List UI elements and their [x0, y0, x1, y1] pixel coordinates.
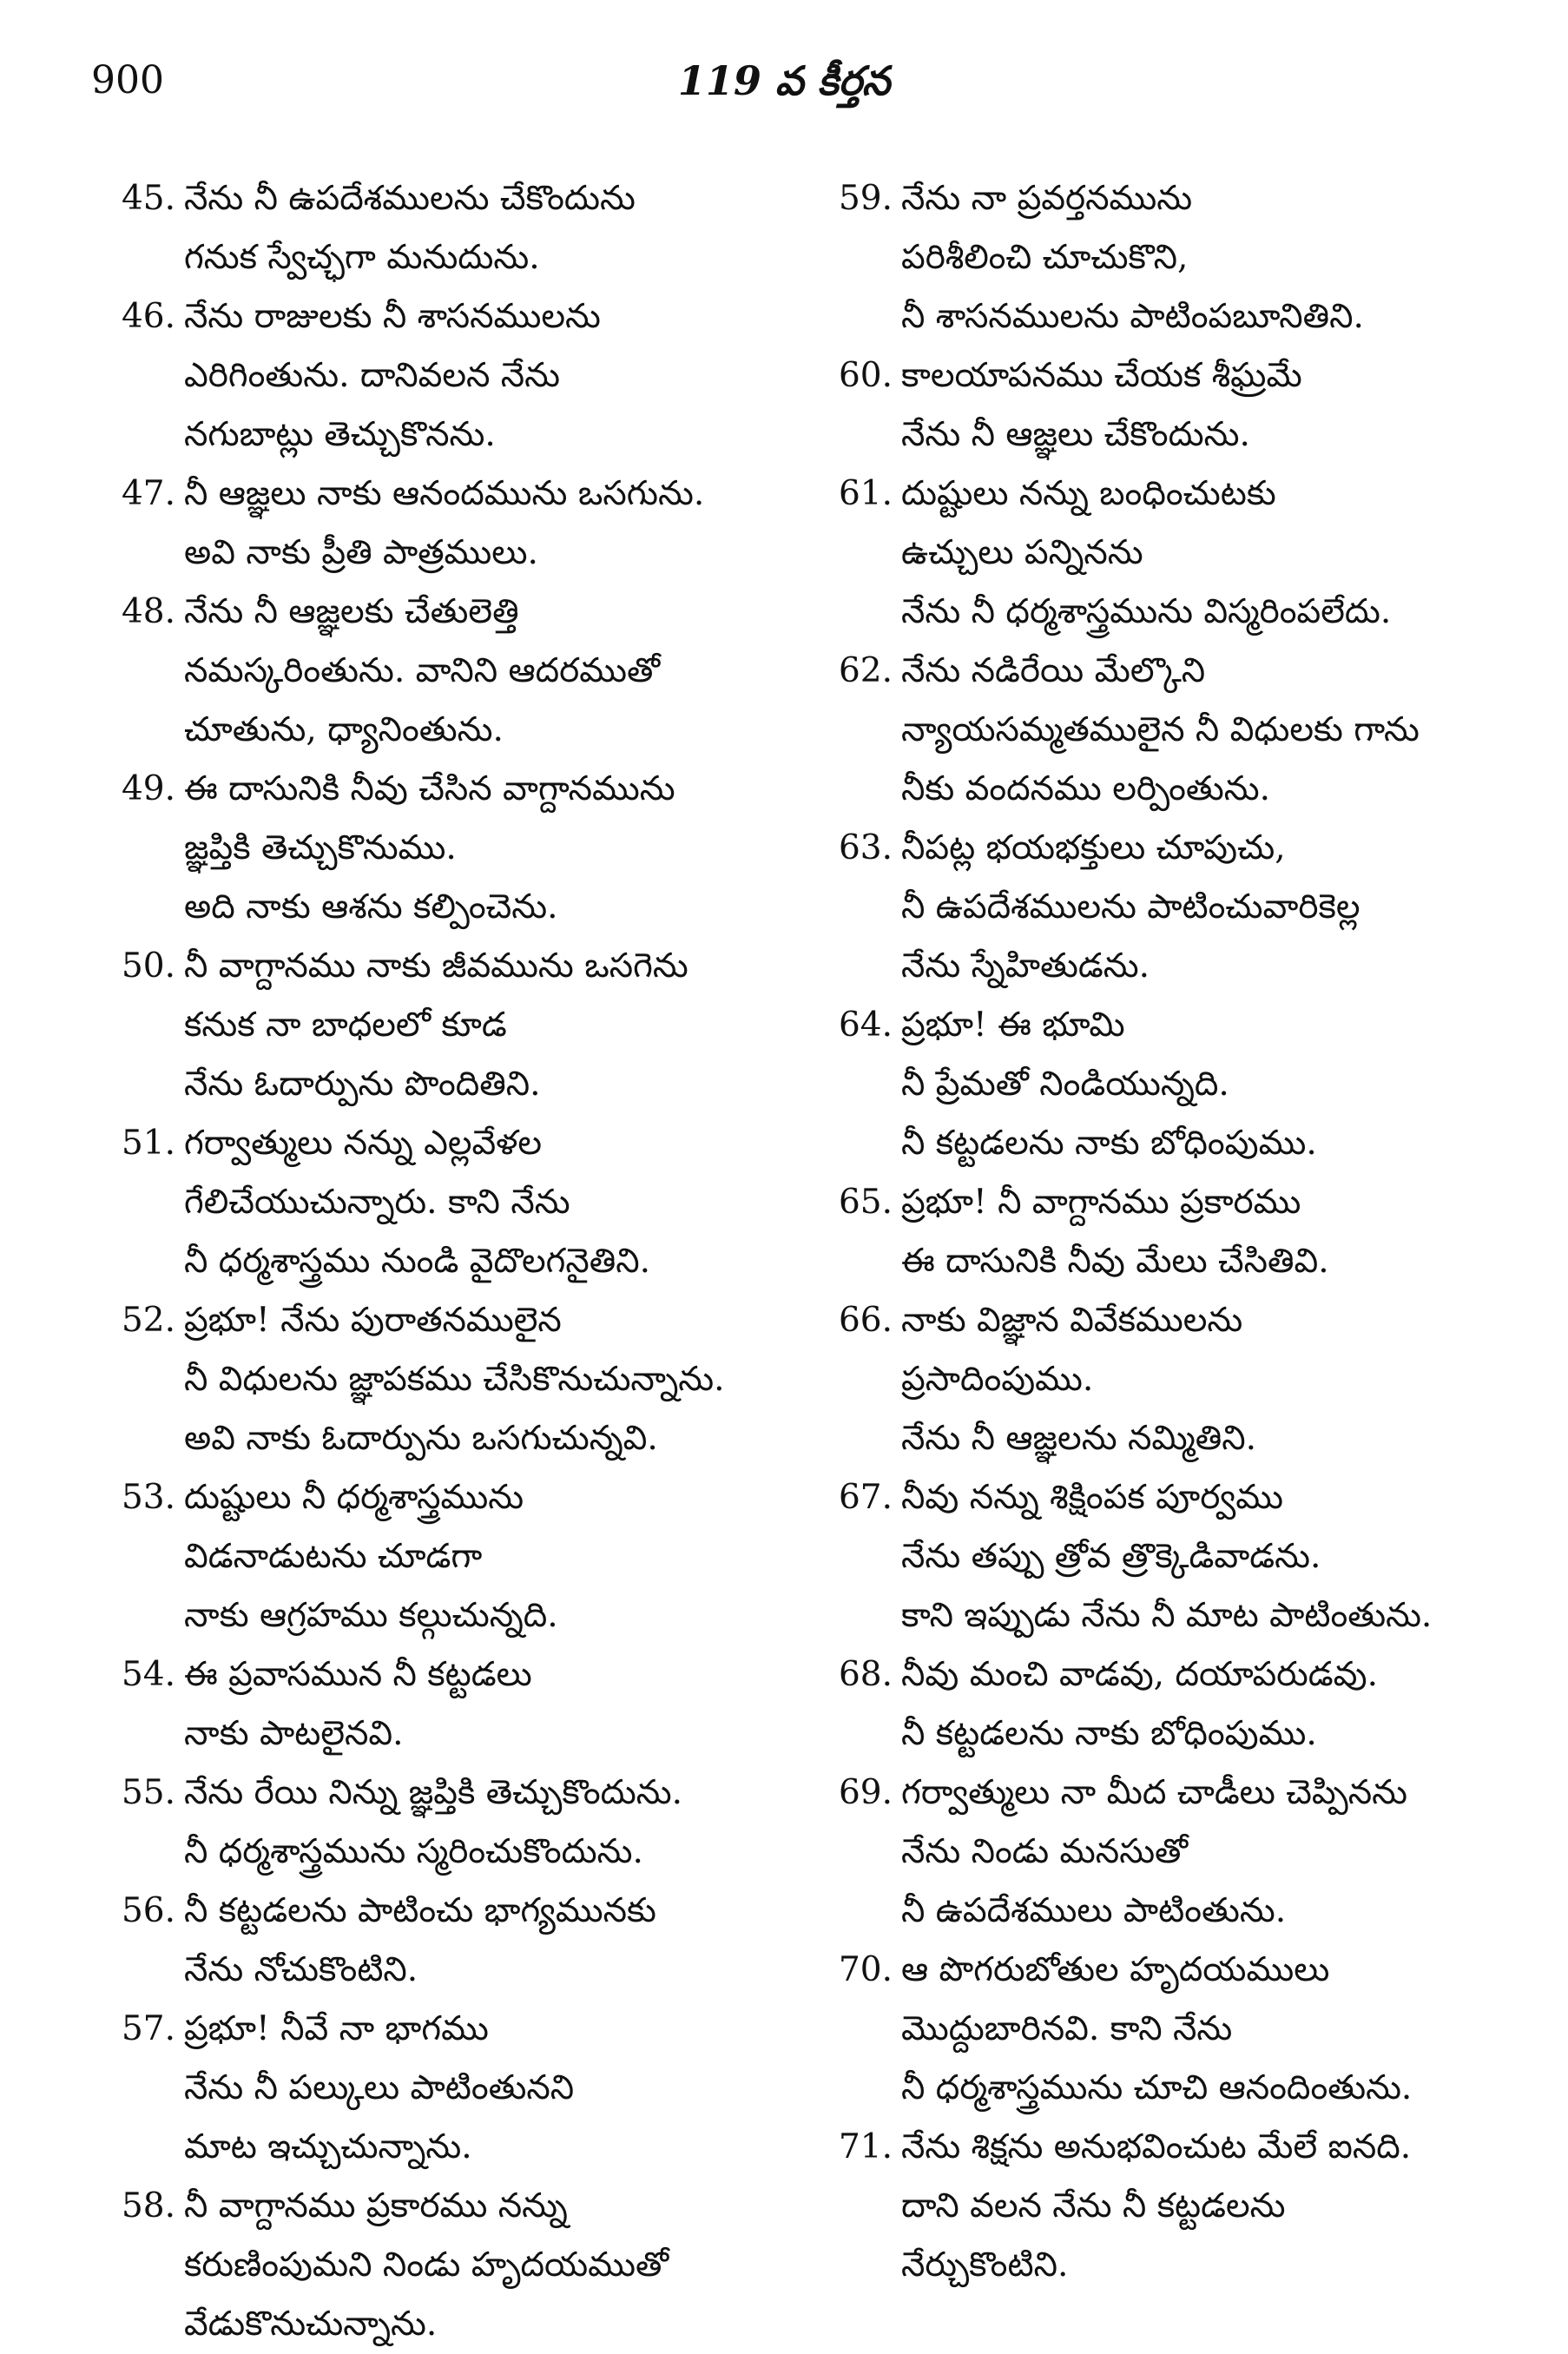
verse-line: వేడుకొనుచున్నాను.: [184, 2305, 438, 2344]
verse: [80, 465, 774, 583]
verse: [797, 346, 1544, 465]
verse-line: నాకు ఆగ్రహము కల్గుచున్నది.: [184, 1596, 558, 1635]
verse-line: నేను నీ ఉపదేశములను చేకొందును: [184, 179, 636, 218]
verse-line: నేను నోచుకొంటిని.: [184, 1950, 418, 1989]
verse-number: 62.: [838, 651, 893, 690]
verse-number: 68.: [838, 1655, 893, 1694]
verse: [797, 169, 1544, 346]
verse-line: కాలయాపనము చేయక శీఘ్రమే: [901, 356, 1302, 395]
verse-line: నేను నీ ధర్మశాస్త్రమును విస్మరింపలేదు.: [901, 592, 1392, 631]
verse-line: నేను స్నేహితుడను.: [901, 946, 1150, 986]
verse-line: ప్రభూ! నీ వాగ్దానము ప్రకారము: [901, 1183, 1301, 1222]
verse-line: నీకు వందనము లర్పింతును.: [901, 769, 1270, 808]
verse-line: గనుక స్వేచ్ఛగా మనుదును.: [184, 238, 540, 277]
verse: [797, 996, 1544, 1173]
verse-line: నీ ఉపదేశములను పాటించువారికెల్ల: [901, 887, 1360, 926]
verse-number: 55.: [121, 1773, 175, 1812]
verse: [797, 1645, 1544, 1764]
verse-line: కనుక నా బాధలలో కూడ: [184, 1006, 507, 1045]
verse: [80, 1291, 774, 1468]
verse-line: నేను రేయి నిన్ను జ్ఞప్తికి తెచ్చుకొందును.: [184, 1773, 682, 1812]
verse-line: నేను నీ ఆజ్ఞలకు చేతులెత్తి: [184, 592, 519, 631]
verse-line: ఆ పొగరుబోతుల హృదయములు: [901, 1950, 1330, 1989]
verse-number: 63.: [838, 828, 893, 867]
verse-number: 71.: [838, 2127, 893, 2166]
verse-number: 46.: [121, 297, 175, 336]
verse-line: నీ ధర్మశాస్త్రము నుండి వైదొలగనైతిని.: [184, 1242, 651, 1281]
verse-line: కరుణింపుమని నిండు హృదయముతో: [184, 2245, 669, 2285]
verse: [797, 642, 1544, 819]
verse: [797, 1764, 1544, 1941]
verse: [80, 937, 774, 1114]
verse: [80, 169, 774, 287]
verse-line: నీ ధర్మశాస్త్రమును స్మరించుకొందును.: [184, 1832, 643, 1871]
verse-line: నీ శాసనములను పాటింపబూనితిని.: [901, 297, 1364, 336]
verse-line: నేను నిండు మనసుతో: [901, 1832, 1189, 1871]
verse: [80, 287, 774, 465]
verse-line: దాని వలన నేను నీ కట్టడలను: [901, 2186, 1286, 2225]
verse-number: 66.: [838, 1301, 893, 1340]
verse-line: నాకు పాటలైనవి.: [184, 1714, 404, 1753]
verse-number: 64.: [838, 1006, 893, 1045]
verse-line: ప్రసాదింపుము.: [901, 1360, 1094, 1399]
verse-number: 65.: [838, 1183, 893, 1222]
verse: [797, 1173, 1544, 1291]
verse: [80, 1645, 774, 1764]
verse-line: ప్రభూ! నేను పురాతనములైన: [184, 1301, 562, 1340]
left-column: [80, 169, 774, 2354]
verse-line: నేను ఓదార్పును పొందితిని.: [184, 1065, 541, 1104]
verse-line: నేను శిక్షను అనుభవించుట మేలే ఐనది.: [901, 2127, 1412, 2166]
verse-line: నీ కట్టడలను నాకు బోధింపుము.: [901, 1124, 1317, 1163]
page-header: [0, 50, 1568, 111]
verse-line: ఈ దాసునికి నీవు చేసిన వాగ్దానమును: [184, 769, 675, 808]
verse-line: నీవు నన్ను శిక్షింపక పూర్వము: [901, 1478, 1283, 1517]
verse-line: అది నాకు ఆశను కల్పించెను.: [184, 887, 558, 926]
verse-line: గర్వాత్ములు నా మీద చాడీలు చెప్పినను: [901, 1773, 1407, 1812]
verse-number: 57.: [121, 2009, 175, 2048]
verse: [797, 1291, 1544, 1468]
verse-number: 67.: [838, 1478, 893, 1517]
verse-line: ఈ ప్రవాసమున నీ కట్టడలు: [184, 1655, 532, 1694]
right-column: [797, 169, 1544, 2295]
verse-number: 56.: [121, 1891, 175, 1930]
verse-line: నీపట్ల భయభక్తులు చూపుచు,: [901, 828, 1286, 867]
verse: [80, 2000, 774, 2177]
verse-number: 58.: [121, 2186, 175, 2225]
verse-line: నీవు మంచి వాడవు, దయాపరుడవు.: [901, 1655, 1378, 1694]
verse-line: నాకు విజ్ఞాన వివేకములను: [901, 1301, 1243, 1340]
verse-line: మాట ఇచ్చుచున్నాను.: [184, 2127, 472, 2166]
page-title: 119 వ కీర్తన: [677, 57, 891, 104]
verse-line: నీ ధర్మశాస్త్రమును చూచి ఆనందింతును.: [901, 2068, 1413, 2107]
verse-line: గర్వాత్ములు నన్ను ఎల్లవేళల: [184, 1124, 543, 1163]
verse-line: అవి నాకు ప్రీతి పాత్రములు.: [184, 533, 538, 572]
verse: [797, 1941, 1544, 2118]
verse-number: 52.: [121, 1301, 175, 1340]
page-number: 900: [91, 58, 164, 102]
verse-line: అవి నాకు ఓదార్పును ఒసగుచున్నవి.: [184, 1419, 658, 1458]
verse-line: నీ వాగ్దానము నాకు జీవమును ఒసగెను: [184, 946, 688, 986]
verse-line: నీ కట్టడలను నాకు బోధింపుము.: [901, 1714, 1317, 1753]
verse-line: నేను నీ పల్కులు పాటింతునని: [184, 2068, 575, 2107]
verse-line: నీ విధులను జ్ఞాపకము చేసికొనుచున్నాను.: [184, 1360, 725, 1399]
verse: [80, 1764, 774, 1882]
verse-number: 61.: [838, 474, 893, 513]
verse-number: 48.: [121, 592, 175, 631]
verse-number: 53.: [121, 1478, 175, 1517]
verse-line: నీ కట్టడలను పాటించు భాగ్యమునకు: [184, 1891, 656, 1930]
verse-line: దుష్టులు నీ ధర్మశాస్త్రమును: [184, 1478, 524, 1517]
verse: [797, 2118, 1544, 2295]
verse-line: నేను నీ ఆజ్ఞలను నమ్మితిని.: [901, 1419, 1257, 1458]
verse-line: ఈ దాసునికి నీవు మేలు చేసితివి.: [901, 1242, 1329, 1281]
verse-line: నీ ఆజ్ఞలు నాకు ఆనందమును ఒసగును.: [184, 474, 705, 513]
verse-number: 51.: [121, 1124, 175, 1163]
verse-line: నేను నీ ఆజ్ఞలు చేకొందును.: [901, 415, 1250, 454]
verse-line: గేలిచేయుచున్నారు. కాని నేను: [184, 1183, 570, 1222]
verse-line: నీ ప్రేమతో నిండియున్నది.: [901, 1065, 1229, 1104]
verse-number: 59.: [838, 179, 893, 218]
verse-line: విడనాడుటను చూడగా: [184, 1537, 483, 1576]
verse-line: ఉచ్చులు పన్నినను: [901, 533, 1143, 572]
verse-line: నేను నా ప్రవర్తనమును: [901, 179, 1193, 218]
verse-number: 70.: [838, 1950, 893, 1989]
verse: [80, 1468, 774, 1645]
verse: [797, 1468, 1544, 1645]
verse-number: 45.: [121, 179, 175, 218]
verse-number: 49.: [121, 769, 175, 808]
verse-line: నేను తప్పు త్రోవ త్రొక్కెడివాడను.: [901, 1537, 1321, 1576]
verse-line: మొద్దుబారినవి. కాని నేను: [901, 2009, 1233, 2048]
verse-line: చూతును, ధ్యానింతును.: [184, 710, 504, 749]
verse-line: నేను రాజులకు నీ శాసనములను: [184, 297, 601, 336]
verse-line: ఎరిగింతును. దానివలన నేను: [184, 356, 561, 395]
verse-number: 50.: [121, 946, 175, 986]
verse-line: నగుబాట్లు తెచ్చుకొనను.: [184, 415, 496, 454]
verse: [797, 465, 1544, 642]
verse: [80, 583, 774, 760]
verse: [80, 760, 774, 937]
verse-line: ప్రభూ! ఈ భూమి: [901, 1006, 1125, 1045]
verse-line: జ్ఞప్తికి తెచ్చుకొనుము.: [184, 828, 457, 867]
verse-line: కాని ఇప్పుడు నేను నీ మాట పాటింతును.: [901, 1596, 1433, 1635]
verse-line: నేర్చుకొంటిని.: [901, 2245, 1069, 2285]
verse-number: 69.: [838, 1773, 893, 1812]
verse-line: నమస్కరింతును. వానిని ఆదరముతో: [184, 651, 661, 690]
verse-line: నీ ఉపదేశములు పాటింతును.: [901, 1891, 1287, 1930]
verse: [80, 2177, 774, 2354]
verse-line: దుష్టులు నన్ను బంధించుటకు: [901, 474, 1276, 513]
verse: [80, 1114, 774, 1291]
verse-line: నీ వాగ్దానము ప్రకారము నన్ను: [184, 2186, 568, 2225]
verse-line: ప్రభూ! నీవే నా భాగము: [184, 2009, 489, 2048]
verse-number: 60.: [838, 356, 893, 395]
verse-number: 47.: [121, 474, 175, 513]
verse: [797, 819, 1544, 996]
verse-line: న్యాయసమ్మతములైన నీ విధులకు గాను: [901, 710, 1420, 749]
verse-line: పరిశీలించి చూచుకొని,: [901, 238, 1189, 277]
verse: [80, 1882, 774, 2000]
verse-line: నేను నడిరేయి మేల్కొని: [901, 651, 1206, 690]
verse-number: 54.: [121, 1655, 175, 1694]
